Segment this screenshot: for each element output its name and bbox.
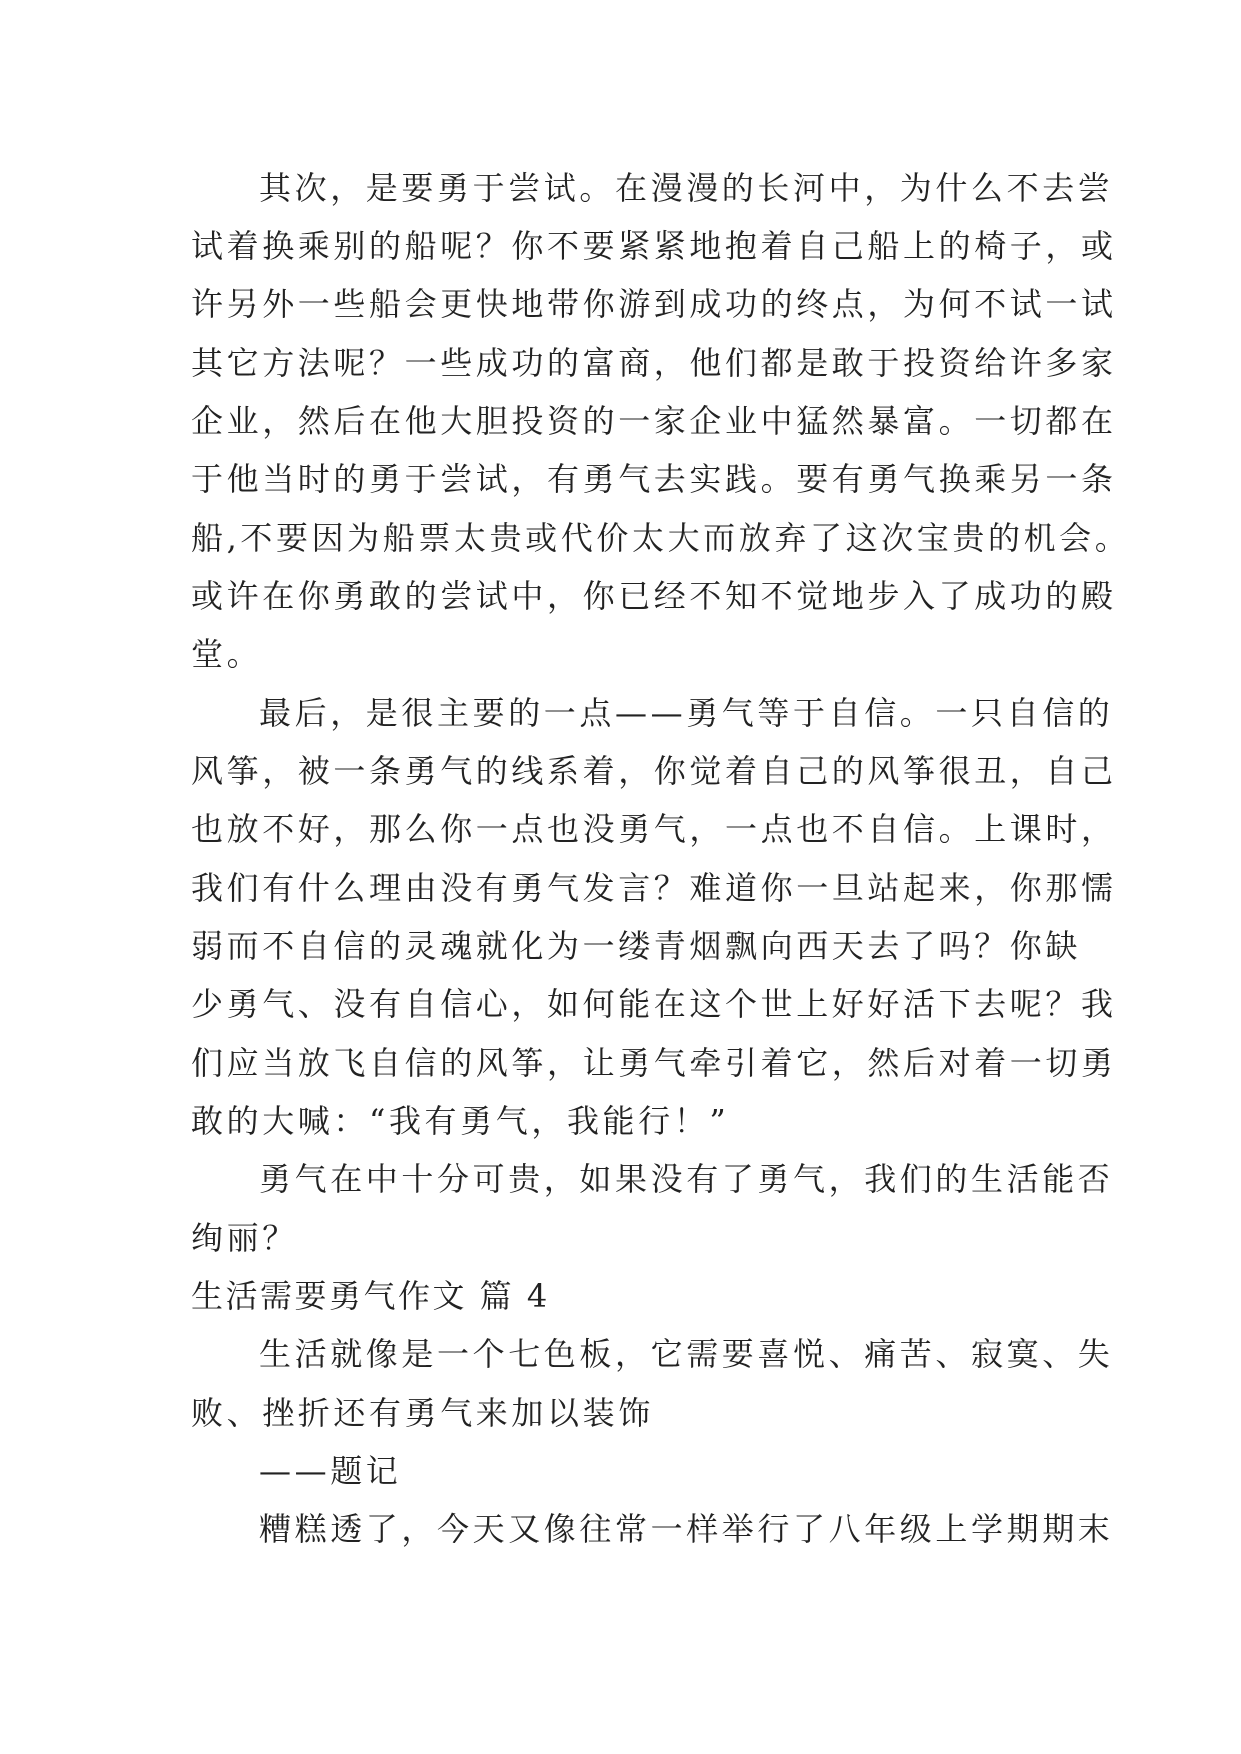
text-line: 于他当时的勇于尝试，有勇气去实践。要有勇气换乘另一条: [191, 460, 1117, 498]
paragraph-line: [0, 1033, 1241, 1093]
paragraph-line: [0, 799, 1241, 859]
epigraph-attribution: ——题记: [259, 1452, 402, 1490]
section-heading-line: [0, 1266, 1241, 1326]
paragraph-line: [0, 566, 1241, 626]
text-line: 风筝，被一条勇气的线系着，你觉着自己的风筝很丑，自己: [191, 752, 1117, 790]
paragraph-line: [0, 391, 1241, 451]
paragraph-line: [0, 624, 1241, 684]
text-line: 或许在你勇敢的尝试中，你已经不知不觉地步入了成功的殿: [191, 577, 1117, 615]
text-line: 勇气在中十分可贵，如果没有了勇气，我们的生活能否: [259, 1160, 1114, 1198]
text-line: 们应当放飞自信的风筝，让勇气牵引着它，然后对着一切勇: [191, 1044, 1117, 1082]
text-line: 也放不好，那么你一点也没勇气，一点也不自信。上课时，: [191, 810, 1117, 848]
paragraph-line: [0, 508, 1241, 568]
text-line: 堂。: [191, 635, 263, 673]
paragraph-line: [0, 274, 1241, 334]
text-line: 少勇气、没有自信心，如何能在这个世上好好活下去呢？我: [191, 985, 1117, 1023]
paragraph-line: [0, 1324, 1241, 1384]
paragraph-line: [0, 1091, 1241, 1151]
text-line: 弱而不自信的灵魂就化为一缕青烟飘向西天去了吗？你缺: [191, 927, 1082, 965]
paragraph-line: [0, 741, 1241, 801]
section-heading: 生活需要勇气作文 篇 4: [191, 1277, 550, 1315]
paragraph-line: [0, 333, 1241, 393]
paragraph-line: [0, 1383, 1241, 1443]
paragraph-line: [0, 974, 1241, 1034]
epigraph-attribution-line: [0, 1441, 1241, 1501]
text-line: 败、挫折还有勇气来加以装饰: [191, 1394, 654, 1432]
text-line: 最后，是很主要的一点——勇气等于自信。一只自信的: [259, 694, 1114, 732]
paragraph-line: [0, 1499, 1241, 1559]
text-line: 绚丽？: [191, 1219, 298, 1257]
text-line: 试着换乘别的船呢？你不要紧紧地抱着自己船上的椅子，或: [191, 227, 1117, 265]
text-line: 糟糕透了，今天又像往常一样举行了八年级上学期期末: [259, 1510, 1114, 1548]
paragraph-line: [0, 1208, 1241, 1268]
text-line: 许另外一些船会更快地带你游到成功的终点，为何不试一试: [191, 285, 1117, 323]
text-line: 企业，然后在他大胆投资的一家企业中猛然暴富。一切都在: [191, 402, 1117, 440]
text-line: 其次，是要勇于尝试。在漫漫的长河中，为什么不去尝: [259, 169, 1114, 207]
text-line: 敢的大喊：“我有勇气，我能行！”: [191, 1102, 730, 1140]
paragraph-line: [0, 683, 1241, 743]
text-line: 生活就像是一个七色板，它需要喜悦、痛苦、寂寞、失: [259, 1335, 1114, 1373]
text-line: 其它方法呢？一些成功的富商，他们都是敢于投资给许多家: [191, 344, 1117, 382]
paragraph-line: [0, 158, 1241, 218]
text-line: 船,不要因为船票太贵或代价太大而放弃了这次宝贵的机会。: [191, 519, 1131, 557]
paragraph-line: [0, 449, 1241, 509]
paragraph-line: [0, 216, 1241, 276]
paragraph-line: [0, 1149, 1241, 1209]
paragraph-line: [0, 858, 1241, 918]
paragraph-line: [0, 916, 1241, 976]
text-line: 我们有什么理由没有勇气发言？难道你一旦站起来，你那懦: [191, 869, 1117, 907]
